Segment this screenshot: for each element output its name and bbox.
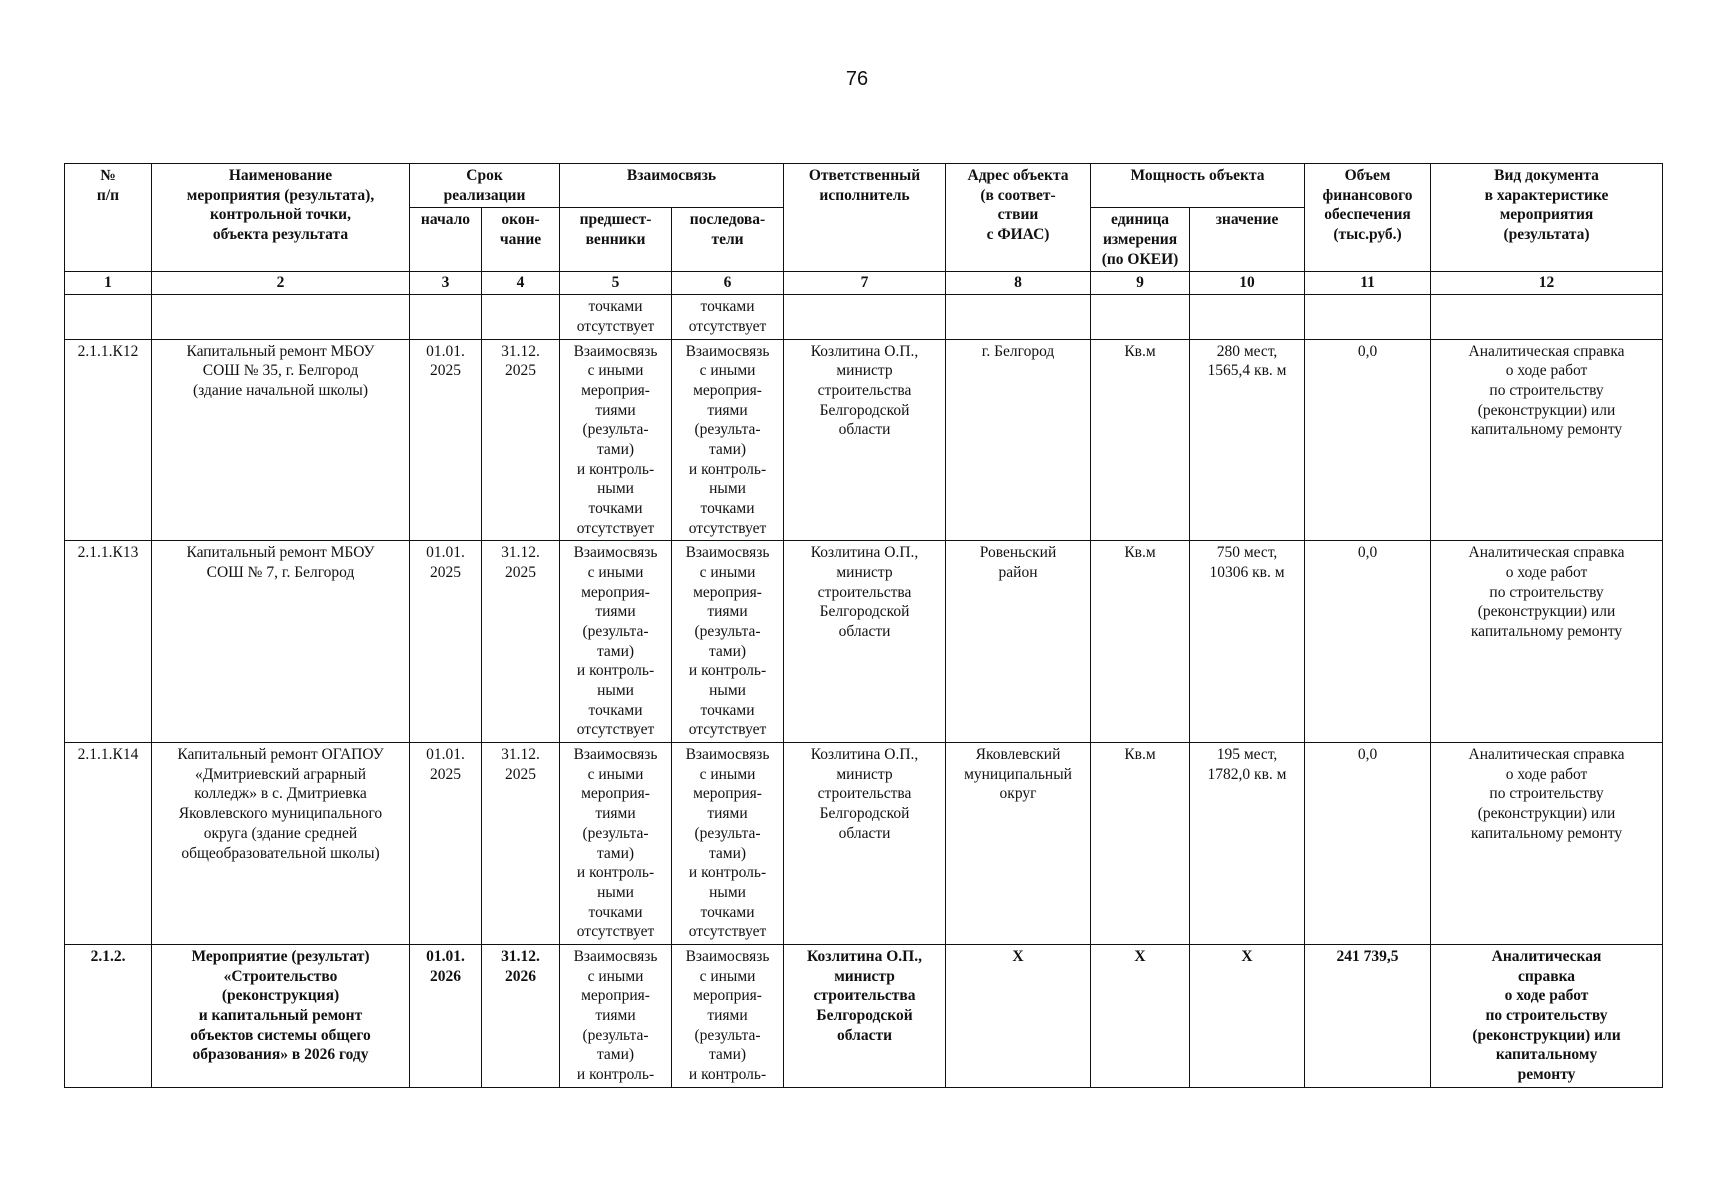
table-row: [65, 339, 1663, 541]
cell-start: 01.01. 2025: [410, 541, 482, 743]
cell-predecessors: Взаимосвязь с иными мероприя- тиями (результа- тами) и контроль- ными точками отсутствует: [560, 541, 672, 743]
header-value: значение: [1190, 208, 1305, 272]
cell-unit: Кв.м: [1091, 339, 1190, 541]
cell-end: 31.12. 2025: [482, 541, 560, 743]
header-finance: Объем финансового обеспечения (тыс.руб.): [1305, 164, 1431, 272]
cell-empty: [1091, 295, 1190, 339]
cell-unit: Кв.м: [1091, 743, 1190, 945]
cell-unit: Х: [1091, 944, 1190, 1087]
cell-finance: 0,0: [1305, 541, 1431, 743]
table-row: [65, 541, 1663, 743]
cell-address: г. Белгород: [946, 339, 1091, 541]
column-number: 3: [410, 272, 482, 295]
cell-empty: [1431, 295, 1663, 339]
header-row-1: [65, 164, 1663, 208]
cell-successors: Взаимосвязь с иными мероприя- тиями (результа- тами) и контроль- ными точками отсутствует: [672, 541, 784, 743]
cell-responsible: Козлитина О.П., министр строительства Белгородской области: [784, 944, 946, 1087]
cell-no: 2.1.1.К12: [65, 339, 152, 541]
cell-no: 2.1.2.: [65, 944, 152, 1087]
cell-empty: [1190, 295, 1305, 339]
column-number: 2: [152, 272, 410, 295]
cell-predecessors: Взаимосвязь с иными мероприя- тиями (результа- тами) и контроль- ными точками отсутствует: [560, 339, 672, 541]
cell-responsible: Козлитина О.П., министр строительства Белгородской области: [784, 541, 946, 743]
header-unit: единица измерения (по ОКЕИ): [1091, 208, 1190, 272]
cell-value: 195 мест, 1782,0 кв. м: [1190, 743, 1305, 945]
cell-address: Ровеньский район: [946, 541, 1091, 743]
cell-finance: 0,0: [1305, 743, 1431, 945]
cell-value: 280 мест, 1565,4 кв. м: [1190, 339, 1305, 541]
cell-doc: Аналитическая справка о ходе работ по строительству (реконструкции) или капитальному ремонту: [1431, 743, 1663, 945]
header-responsible: Ответственный исполнитель: [784, 164, 946, 272]
column-number: 12: [1431, 272, 1663, 295]
cell-empty: [784, 295, 946, 339]
cell-start: 01.01. 2025: [410, 743, 482, 945]
cell-empty: [482, 295, 560, 339]
cell-no: 2.1.1.К13: [65, 541, 152, 743]
cell-no: 2.1.1.К14: [65, 743, 152, 945]
cell-start: 01.01. 2025: [410, 339, 482, 541]
cell-responsible: Козлитина О.П., министр строительства Белгородской области: [784, 339, 946, 541]
column-number: 11: [1305, 272, 1431, 295]
cell-finance: 241 739,5: [1305, 944, 1431, 1087]
cell-name: Капитальный ремонт МБОУ СОШ № 35, г. Белгород (здание начальной школы): [152, 339, 410, 541]
header-start: начало: [410, 208, 482, 272]
cell-successors: Взаимосвязь с иными мероприя- тиями (результа- тами) и контроль- ными точками отсутствует: [672, 339, 784, 541]
cell-unit: Кв.м: [1091, 541, 1190, 743]
header-address: Адрес объекта (в соответ- ствии с ФИАС): [946, 164, 1091, 272]
column-numbers-row: [65, 272, 1663, 295]
activities-table: [64, 163, 1663, 1088]
header-term: Срок реализации: [410, 164, 560, 208]
cell-address: Яковлевский муниципальный округ: [946, 743, 1091, 945]
cell-doc: Аналитическая справка о ходе работ по строительству (реконструкции) или капитальному ремонту: [1431, 944, 1663, 1087]
header-no: № п/п: [65, 164, 152, 272]
cell-empty: [65, 295, 152, 339]
cell-end: 31.12. 2026: [482, 944, 560, 1087]
column-number: 5: [560, 272, 672, 295]
header-name: Наименование мероприятия (результата), контрольной точки, объекта результата: [152, 164, 410, 272]
cell-successors: Взаимосвязь с иными мероприя- тиями (результа- тами) и контроль-: [672, 944, 784, 1087]
header-predecessors: предшест- венники: [560, 208, 672, 272]
cell-doc: Аналитическая справка о ходе работ по строительству (реконструкции) или капитальному ремонту: [1431, 339, 1663, 541]
cell-value: Х: [1190, 944, 1305, 1087]
header-relation: Взаимосвязь: [560, 164, 784, 208]
cell-empty: [946, 295, 1091, 339]
cell-empty: [152, 295, 410, 339]
column-number: 6: [672, 272, 784, 295]
cell-start: 01.01. 2026: [410, 944, 482, 1087]
header-capacity: Мощность объекта: [1091, 164, 1305, 208]
cell-predecessors: Взаимосвязь с иными мероприя- тиями (результа- тами) и контроль-: [560, 944, 672, 1087]
cell-successors: Взаимосвязь с иными мероприя- тиями (результа- тами) и контроль- ными точками отсутствует: [672, 743, 784, 945]
column-number: 9: [1091, 272, 1190, 295]
cell-successors: точками отсутствует: [672, 295, 784, 339]
cell-empty: [1305, 295, 1431, 339]
cell-responsible: Козлитина О.П., министр строительства Белгородской области: [784, 743, 946, 945]
cell-name: Капитальный ремонт ОГАПОУ «Дмитриевский аграрный колледж» в с. Дмитриевка Яковлевского муниципального округа (здание средней общеобразовательной школы): [152, 743, 410, 945]
cell-predecessors: Взаимосвязь с иными мероприя- тиями (результа- тами) и контроль- ными точками отсутствует: [560, 743, 672, 945]
cell-end: 31.12. 2025: [482, 743, 560, 945]
table-row: [65, 743, 1663, 945]
column-number: 7: [784, 272, 946, 295]
column-number: 4: [482, 272, 560, 295]
cell-value: 750 мест, 10306 кв. м: [1190, 541, 1305, 743]
column-number: 8: [946, 272, 1091, 295]
cell-name: Капитальный ремонт МБОУ СОШ № 7, г. Белгород: [152, 541, 410, 743]
cell-finance: 0,0: [1305, 339, 1431, 541]
column-number: 10: [1190, 272, 1305, 295]
cell-empty: [410, 295, 482, 339]
header-end: окон- чание: [482, 208, 560, 272]
table-row: [65, 944, 1663, 1087]
header-successors: последова- тели: [672, 208, 784, 272]
header-doc: Вид документа в характеристике мероприятия (результата): [1431, 164, 1663, 272]
continuation-row: [65, 295, 1663, 339]
cell-doc: Аналитическая справка о ходе работ по строительству (реконструкции) или капитальному ремонту: [1431, 541, 1663, 743]
cell-address: Х: [946, 944, 1091, 1087]
cell-predecessors: точками отсутствует: [560, 295, 672, 339]
cell-name: Мероприятие (результат) «Строительство (реконструкция) и капитальный ремонт объектов системы общего образования» в 2026 году: [152, 944, 410, 1087]
page-number: 76: [845, 68, 869, 90]
cell-end: 31.12. 2025: [482, 339, 560, 541]
column-number: 1: [65, 272, 152, 295]
